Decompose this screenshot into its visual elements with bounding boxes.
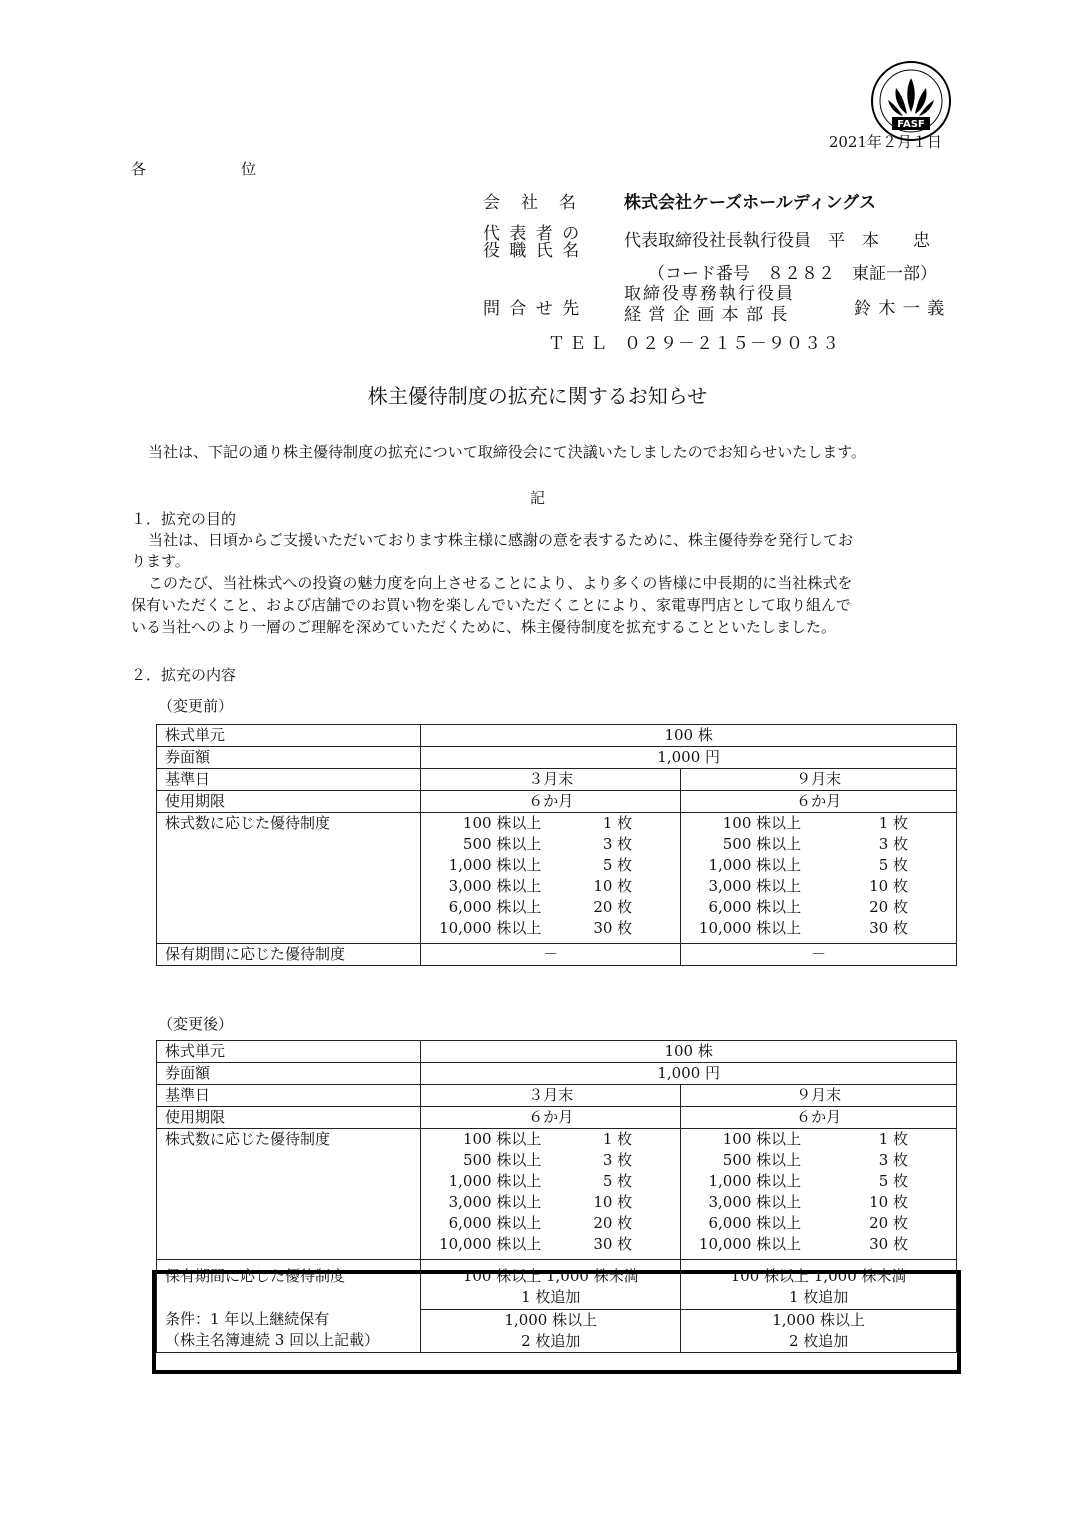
holding-label: 保有期間に応じた優待制度	[165, 1267, 346, 1285]
row-label-face: 券面額	[157, 747, 421, 769]
ki-mark: 記	[529, 489, 545, 507]
contact-title-1: 取締役専務執行役員	[624, 284, 795, 304]
after-label: （変更後）	[158, 1015, 234, 1033]
record-september: ９月末	[681, 769, 957, 791]
section2-heading: ２．拡充の内容	[131, 666, 237, 684]
table-row	[157, 944, 957, 966]
contact-name: 鈴 木 一 義	[854, 299, 946, 319]
period-march: ６か月	[421, 1107, 681, 1129]
holding-september: －	[681, 944, 957, 966]
holding-condition-1: 条件：1 年以上継続保有	[165, 1310, 330, 1328]
before-label: （変更前）	[158, 697, 234, 715]
face-value: 1,000 円	[421, 747, 957, 769]
section1-p2-line3: いる当社へのより一層のご理解を深めていただくために、株主優待制度を拡充することといたしました。	[131, 618, 837, 636]
row-label-unit: 株式単元	[157, 725, 421, 747]
row-label-record: 基準日	[157, 1085, 421, 1107]
tel-number: ０２９－２１５－９０３３	[624, 334, 840, 354]
addressee: 各 位	[131, 160, 297, 178]
unit-value: 100 株	[421, 1041, 957, 1063]
company-name: 株式会社ケーズホールディングス	[624, 193, 876, 213]
row-label-shares: 株式数に応じた優待制度	[157, 1129, 421, 1260]
holding-tier-a-september: 100 株以上 1,000 株未満 1 枚追加	[681, 1260, 957, 1310]
issue-date: 2021年２月１日	[828, 133, 942, 151]
row-label-period: 使用期限	[157, 791, 421, 813]
table-row	[157, 813, 957, 944]
holding-tier-b-march: 1,000 株以上 2 枚追加	[421, 1309, 681, 1352]
tel-label: ＴＥＬ	[548, 334, 611, 354]
row-label-record: 基準日	[157, 769, 421, 791]
row-label-unit: 株式単元	[157, 1041, 421, 1063]
face-value: 1,000 円	[421, 1063, 957, 1085]
row-label-shares: 株式数に応じた優待制度	[157, 813, 421, 944]
row-label-period: 使用期限	[157, 1107, 421, 1129]
svg-text:FASF: FASF	[897, 119, 925, 130]
new-benefit-highlight-frame	[152, 1270, 961, 1374]
table-row	[157, 769, 957, 791]
table-row	[157, 747, 957, 769]
intro-text: 当社は、下記の通り株主優待制度の拡充について取締役会にて決議いたしましたのでお知らせいたします。	[148, 443, 867, 461]
holding-tier-a-march: 100 株以上 1,000 株未満 1 枚追加	[421, 1260, 681, 1310]
table-row	[157, 1085, 957, 1107]
period-march: ６か月	[421, 791, 681, 813]
tiers-september: 100 株以上 1 枚 500 株以上 3 枚 1,000 株以上 5 枚 3,000 株以上 10 枚 6,000 株以上 20 枚 10,000 株以上 30 枚	[681, 1129, 957, 1260]
table-row	[157, 1107, 957, 1129]
tiers-march: 100 株以上 1 枚 500 株以上 3 枚 1,000 株以上 5 枚 3,000 株以上 10 枚 6,000 株以上 20 枚 10,000 株以上 30 枚	[421, 1129, 681, 1260]
table-row	[157, 1129, 957, 1260]
record-march: ３月末	[421, 769, 681, 791]
table-row	[157, 725, 957, 747]
page-title: 株主優待制度の拡充に関するお知らせ	[367, 384, 708, 408]
holding-tier-b-september: 1,000 株以上 2 枚追加	[681, 1309, 957, 1352]
company-label: 会 社 名	[483, 193, 578, 213]
record-march: ３月末	[421, 1085, 681, 1107]
tiers-september: 100 株以上 1 枚 500 株以上 3 枚 1,000 株以上 5 枚 3,000 株以上 10 枚 6,000 株以上 20 枚 10,000 株以上 30 枚	[681, 813, 957, 944]
record-september: ９月末	[681, 1085, 957, 1107]
holding-march: －	[421, 944, 681, 966]
representative: 代表取締役社長執行役員 平 本 忠	[624, 231, 930, 251]
section1-p1-line2: ります。	[131, 552, 190, 570]
rep-label-2: 役 職 氏 名	[483, 241, 582, 261]
section1-heading: １．拡充の目的	[131, 510, 237, 528]
holding-condition-2: （株主名簿連続 3 回以上記載）	[165, 1331, 380, 1349]
section1-p2-line2: 保有いただくこと、および店舗でのお買い物を楽しんでいただくことにより、家電専門店として取り組んで	[131, 596, 852, 614]
section1-p1-line1: 当社は、日頃からご支援いただいております株主様に感謝の意を表するために、株主優待券を発行してお	[148, 531, 854, 549]
rep-label-1: 代 表 者 の	[483, 224, 582, 244]
contact-title-2: 経 営 企 画 本 部 長	[624, 305, 789, 325]
fasf-seal-logo	[870, 60, 952, 142]
section1-p2-line1: このたび、当社株式への投資の魅力度を向上させることにより、より多くの皆様に中長期的に当社株式を	[148, 574, 853, 592]
table-row	[157, 791, 957, 813]
stock-code: （コード番号 ８２８２ 東証一部）	[648, 264, 937, 284]
period-september: ６か月	[681, 1107, 957, 1129]
table-row	[157, 1041, 957, 1063]
row-label-face: 券面額	[157, 1063, 421, 1085]
row-label-holding: 保有期間に応じた優待制度	[157, 944, 421, 966]
table-row	[157, 1063, 957, 1085]
period-september: ６か月	[681, 791, 957, 813]
unit-value: 100 株	[421, 725, 957, 747]
tiers-march: 100 株以上 1 枚 500 株以上 3 枚 1,000 株以上 5 枚 3,000 株以上 10 枚 6,000 株以上 20 枚 10,000 株以上 30 枚	[421, 813, 681, 944]
contact-label: 問 合 せ 先	[483, 299, 582, 319]
benefit-table-before	[156, 724, 957, 966]
